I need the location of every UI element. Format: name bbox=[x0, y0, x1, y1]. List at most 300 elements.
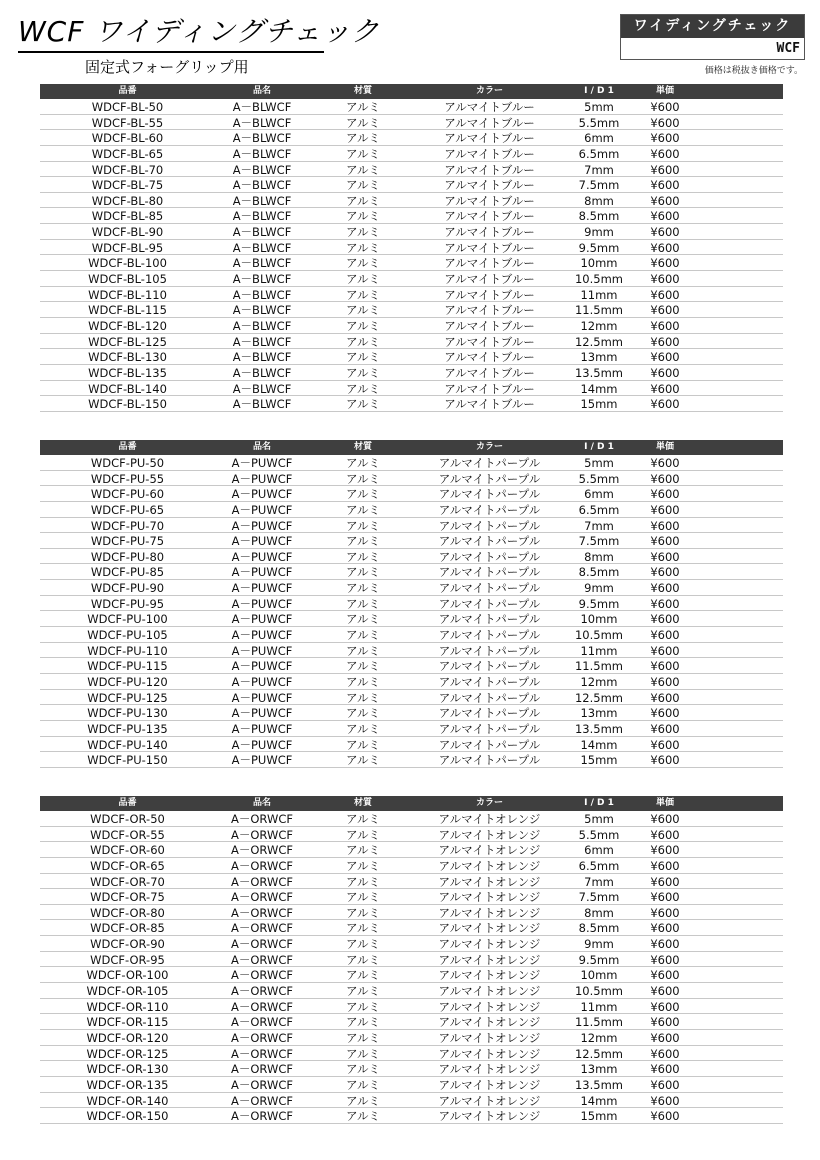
cell-color: アルマイトオレンジ bbox=[438, 843, 541, 857]
cell-inner-diameter: 14mm bbox=[580, 381, 618, 396]
cell-product-name: A－BLWCF bbox=[232, 397, 292, 411]
cell-unit-price: ¥600 bbox=[650, 968, 680, 983]
cell-material: アルミ bbox=[345, 1062, 381, 1076]
table-row bbox=[40, 471, 783, 487]
cell-unit-price: ¥600 bbox=[650, 381, 680, 396]
cell-part-number: WDCF-PU-140 bbox=[87, 737, 168, 752]
cell-part-number: WDCF-OR-50 bbox=[90, 812, 165, 826]
header-part-number: 品番 bbox=[118, 798, 137, 808]
cell-part-number: WDCF-BL-105 bbox=[88, 272, 167, 286]
cell-inner-diameter: 11mm bbox=[580, 999, 618, 1014]
price-table-blue bbox=[40, 84, 783, 412]
table-row bbox=[40, 889, 783, 905]
cell-material: アルミ bbox=[345, 858, 381, 873]
table-row bbox=[40, 99, 783, 115]
cell-unit-price: ¥600 bbox=[650, 921, 680, 936]
header-part-number: 品番 bbox=[118, 86, 137, 96]
cell-part-number: WDCF-BL-60 bbox=[91, 131, 164, 145]
cell-part-number: WDCF-OR-85 bbox=[90, 921, 165, 936]
table-row bbox=[40, 177, 783, 193]
table-row bbox=[40, 721, 783, 737]
cell-inner-diameter: 7mm bbox=[584, 518, 614, 533]
cell-material: アルミ bbox=[345, 272, 381, 286]
cell-unit-price: ¥600 bbox=[650, 612, 680, 627]
header-inner-diameter: I / D 1 bbox=[584, 86, 614, 96]
table-row bbox=[40, 564, 783, 580]
cell-part-number: WDCF-PU-130 bbox=[87, 706, 168, 720]
cell-inner-diameter: 5.5mm bbox=[578, 115, 620, 130]
cell-material: アルミ bbox=[345, 1093, 381, 1108]
cell-part-number: WDCF-OR-135 bbox=[86, 1077, 169, 1092]
cell-part-number: WDCF-BL-140 bbox=[88, 381, 167, 396]
cell-material: アルミ bbox=[345, 674, 381, 689]
header-product-name: 品名 bbox=[252, 442, 271, 452]
cell-product-name: A－BLWCF bbox=[232, 162, 292, 177]
cell-material: アルミ bbox=[345, 952, 381, 967]
cell-part-number: WDCF-OR-75 bbox=[90, 890, 165, 904]
price-table-purple bbox=[40, 440, 783, 768]
cell-material: アルミ bbox=[345, 471, 381, 486]
cell-product-name: A－BLWCF bbox=[232, 193, 292, 208]
cell-product-name: A－BLWCF bbox=[232, 146, 292, 161]
table-row bbox=[40, 596, 783, 612]
cell-unit-price: ¥600 bbox=[650, 674, 680, 689]
table-row bbox=[40, 455, 783, 471]
cell-part-number: WDCF-PU-100 bbox=[87, 612, 168, 627]
cell-product-name: A－PUWCF bbox=[231, 659, 293, 673]
cell-inner-diameter: 5mm bbox=[584, 812, 614, 826]
cell-color: アルマイトパープル bbox=[438, 565, 541, 580]
cell-color: アルマイトブルー bbox=[444, 318, 535, 333]
cell-unit-price: ¥600 bbox=[650, 659, 680, 673]
cell-part-number: WDCF-PU-150 bbox=[87, 753, 168, 767]
cell-inner-diameter: 11.5mm bbox=[574, 1015, 623, 1029]
cell-material: アルミ bbox=[345, 502, 381, 517]
cell-inner-diameter: 13.5mm bbox=[574, 1077, 623, 1092]
cell-color: アルマイトブルー bbox=[444, 100, 535, 114]
cell-inner-diameter: 15mm bbox=[580, 397, 618, 411]
cell-product-name: A－PUWCF bbox=[231, 721, 293, 736]
cell-part-number: WDCF-OR-130 bbox=[86, 1062, 169, 1076]
cell-inner-diameter: 5mm bbox=[584, 100, 614, 114]
cell-product-name: A－ORWCF bbox=[231, 984, 293, 998]
cell-color: アルマイトパープル bbox=[438, 753, 541, 767]
header-inner-diameter: I / D 1 bbox=[584, 442, 614, 452]
cell-unit-price: ¥600 bbox=[650, 737, 680, 752]
table-row bbox=[40, 1030, 783, 1046]
header-color: カラー bbox=[475, 442, 503, 452]
cell-inner-diameter: 8.5mm bbox=[578, 209, 620, 224]
cell-inner-diameter: 13mm bbox=[580, 706, 618, 720]
cell-color: アルマイトブルー bbox=[444, 115, 535, 130]
cell-unit-price: ¥600 bbox=[650, 471, 680, 486]
cell-material: アルミ bbox=[345, 381, 381, 396]
cell-material: アルミ bbox=[345, 487, 381, 501]
cell-part-number: WDCF-BL-135 bbox=[88, 365, 167, 380]
table-row bbox=[40, 674, 783, 690]
table-header bbox=[40, 440, 783, 455]
cell-unit-price: ¥600 bbox=[650, 193, 680, 208]
cell-product-name: A－ORWCF bbox=[231, 812, 293, 826]
cell-unit-price: ¥600 bbox=[650, 256, 680, 271]
cell-product-name: A－BLWCF bbox=[232, 100, 292, 114]
cell-part-number: WDCF-OR-80 bbox=[90, 905, 165, 920]
cell-inner-diameter: 12mm bbox=[580, 1030, 618, 1045]
cell-color: アルマイトオレンジ bbox=[438, 1109, 541, 1123]
cell-color: アルマイトオレンジ bbox=[438, 968, 541, 983]
cell-unit-price: ¥600 bbox=[650, 502, 680, 517]
cell-inner-diameter: 9.5mm bbox=[578, 240, 620, 255]
cell-color: アルマイトパープル bbox=[438, 471, 541, 486]
cell-inner-diameter: 13.5mm bbox=[574, 721, 623, 736]
cell-part-number: WDCF-PU-70 bbox=[90, 518, 165, 533]
cell-color: アルマイトパープル bbox=[438, 456, 541, 470]
cell-part-number: WDCF-PU-65 bbox=[90, 502, 165, 517]
cell-material: アルミ bbox=[345, 721, 381, 736]
cell-inner-diameter: 9.5mm bbox=[578, 952, 620, 967]
table-row bbox=[40, 1014, 783, 1030]
table-row bbox=[40, 349, 783, 365]
cell-part-number: WDCF-OR-60 bbox=[90, 843, 165, 857]
cell-part-number: WDCF-OR-55 bbox=[90, 827, 165, 842]
cell-color: アルマイトオレンジ bbox=[438, 874, 541, 889]
table-row bbox=[40, 999, 783, 1015]
cell-part-number: WDCF-OR-95 bbox=[90, 952, 165, 967]
cell-unit-price: ¥600 bbox=[650, 1062, 680, 1076]
cell-material: アルミ bbox=[345, 968, 381, 983]
cell-material: アルミ bbox=[345, 612, 381, 627]
cell-part-number: WDCF-OR-120 bbox=[86, 1030, 169, 1045]
cell-product-name: A－BLWCF bbox=[232, 131, 292, 145]
cell-material: アルミ bbox=[345, 1077, 381, 1092]
cell-product-name: A－PUWCF bbox=[231, 596, 293, 611]
cell-inner-diameter: 10.5mm bbox=[574, 628, 623, 642]
table-row bbox=[40, 858, 783, 874]
table-row bbox=[40, 811, 783, 827]
cell-unit-price: ¥600 bbox=[650, 690, 680, 705]
cell-inner-diameter: 11.5mm bbox=[574, 659, 623, 673]
cell-material: アルミ bbox=[345, 628, 381, 642]
header-unit-price: 単価 bbox=[655, 442, 674, 452]
cell-color: アルマイトブルー bbox=[444, 225, 535, 239]
cell-part-number: WDCF-PU-125 bbox=[87, 690, 168, 705]
cell-product-name: A－BLWCF bbox=[232, 225, 292, 239]
cell-material: アルミ bbox=[345, 549, 381, 564]
cell-part-number: WDCF-BL-75 bbox=[91, 178, 164, 192]
table-row bbox=[40, 1046, 783, 1062]
cell-product-name: A－PUWCF bbox=[231, 643, 293, 658]
table-row bbox=[40, 705, 783, 721]
page-subtitle: 固定式フォーグリップ用 bbox=[85, 58, 249, 76]
cell-material: アルミ bbox=[345, 737, 381, 752]
table-row bbox=[40, 752, 783, 768]
cell-unit-price: ¥600 bbox=[650, 628, 680, 642]
cell-unit-price: ¥600 bbox=[650, 643, 680, 658]
cell-product-name: A－ORWCF bbox=[231, 874, 293, 889]
cell-unit-price: ¥600 bbox=[650, 874, 680, 889]
cell-part-number: WDCF-BL-125 bbox=[88, 334, 167, 349]
cell-product-name: A－ORWCF bbox=[231, 827, 293, 842]
category-tag-code: WCF bbox=[776, 41, 800, 56]
cell-material: アルミ bbox=[345, 827, 381, 842]
cell-product-name: A－PUWCF bbox=[231, 456, 293, 470]
table-row bbox=[40, 690, 783, 706]
cell-inner-diameter: 13mm bbox=[580, 1062, 618, 1076]
cell-inner-diameter: 8mm bbox=[584, 549, 614, 564]
cell-material: アルミ bbox=[345, 984, 381, 998]
cell-material: アルミ bbox=[345, 131, 381, 145]
cell-color: アルマイトパープル bbox=[438, 690, 541, 705]
cell-color: アルマイトパープル bbox=[438, 674, 541, 689]
header-material: 材質 bbox=[353, 798, 372, 808]
cell-part-number: WDCF-OR-100 bbox=[86, 968, 169, 983]
header-color: カラー bbox=[475, 86, 503, 96]
cell-product-name: A－ORWCF bbox=[231, 921, 293, 936]
cell-material: アルミ bbox=[345, 1030, 381, 1045]
cell-color: アルマイトブルー bbox=[444, 381, 535, 396]
cell-part-number: WDCF-PU-105 bbox=[87, 628, 168, 642]
cell-inner-diameter: 7mm bbox=[584, 874, 614, 889]
cell-unit-price: ¥600 bbox=[650, 905, 680, 920]
cell-product-name: A－ORWCF bbox=[231, 843, 293, 857]
cell-product-name: A－PUWCF bbox=[231, 502, 293, 517]
table-row bbox=[40, 1077, 783, 1093]
header-inner-diameter: I / D 1 bbox=[584, 798, 614, 808]
cell-part-number: WDCF-PU-75 bbox=[90, 534, 165, 548]
cell-unit-price: ¥600 bbox=[650, 350, 680, 364]
table-row bbox=[40, 302, 783, 318]
cell-color: アルマイトブルー bbox=[444, 240, 535, 255]
cell-color: アルマイトブルー bbox=[444, 397, 535, 411]
cell-material: アルミ bbox=[345, 999, 381, 1014]
cell-color: アルマイトオレンジ bbox=[438, 827, 541, 842]
cell-unit-price: ¥600 bbox=[650, 162, 680, 177]
category-tag bbox=[620, 14, 805, 60]
cell-material: アルミ bbox=[345, 921, 381, 936]
cell-unit-price: ¥600 bbox=[650, 1046, 680, 1061]
cell-material: アルミ bbox=[345, 1046, 381, 1061]
table-row bbox=[40, 381, 783, 397]
cell-unit-price: ¥600 bbox=[650, 858, 680, 873]
cell-unit-price: ¥600 bbox=[650, 209, 680, 224]
cell-inner-diameter: 12.5mm bbox=[574, 1046, 623, 1061]
table-row bbox=[40, 1093, 783, 1109]
cell-product-name: A－PUWCF bbox=[231, 581, 293, 595]
cell-inner-diameter: 11.5mm bbox=[574, 303, 623, 317]
table-row bbox=[40, 967, 783, 983]
cell-inner-diameter: 13.5mm bbox=[574, 365, 623, 380]
cell-inner-diameter: 8mm bbox=[584, 193, 614, 208]
cell-color: アルマイトパープル bbox=[438, 596, 541, 611]
cell-color: アルマイトオレンジ bbox=[438, 921, 541, 936]
table-row bbox=[40, 502, 783, 518]
cell-unit-price: ¥600 bbox=[650, 937, 680, 951]
cell-part-number: WDCF-PU-60 bbox=[90, 487, 165, 501]
table-row bbox=[40, 224, 783, 240]
cell-part-number: WDCF-BL-80 bbox=[91, 193, 164, 208]
table-row bbox=[40, 658, 783, 674]
cell-part-number: WDCF-BL-55 bbox=[91, 115, 164, 130]
cell-product-name: A－PUWCF bbox=[231, 737, 293, 752]
table-row bbox=[40, 318, 783, 334]
cell-product-name: A－PUWCF bbox=[231, 674, 293, 689]
header-color: カラー bbox=[475, 798, 503, 808]
cell-part-number: WDCF-BL-85 bbox=[91, 209, 164, 224]
cell-color: アルマイトブルー bbox=[444, 193, 535, 208]
cell-part-number: WDCF-PU-80 bbox=[90, 549, 165, 564]
cell-inner-diameter: 9mm bbox=[584, 225, 614, 239]
page-title: WCF ワイディングチェック bbox=[18, 14, 324, 53]
header-part-number: 品番 bbox=[118, 442, 137, 452]
cell-color: アルマイトパープル bbox=[438, 534, 541, 548]
cell-material: アルミ bbox=[345, 350, 381, 364]
cell-color: アルマイトブルー bbox=[444, 256, 535, 271]
cell-part-number: WDCF-BL-50 bbox=[91, 100, 164, 114]
table-header bbox=[40, 796, 783, 811]
cell-product-name: A－BLWCF bbox=[232, 209, 292, 224]
cell-unit-price: ¥600 bbox=[650, 518, 680, 533]
table-row bbox=[40, 208, 783, 224]
cell-inner-diameter: 9.5mm bbox=[578, 596, 620, 611]
cell-product-name: A－BLWCF bbox=[232, 272, 292, 286]
cell-unit-price: ¥600 bbox=[650, 272, 680, 286]
header-material: 材質 bbox=[353, 86, 372, 96]
cell-unit-price: ¥600 bbox=[650, 812, 680, 826]
cell-part-number: WDCF-PU-55 bbox=[90, 471, 165, 486]
cell-unit-price: ¥600 bbox=[650, 456, 680, 470]
cell-part-number: WDCF-OR-110 bbox=[86, 999, 169, 1014]
cell-part-number: WDCF-OR-90 bbox=[90, 937, 165, 951]
cell-unit-price: ¥600 bbox=[650, 287, 680, 302]
cell-color: アルマイトパープル bbox=[438, 518, 541, 533]
table-row bbox=[40, 905, 783, 921]
cell-product-name: A－BLWCF bbox=[232, 303, 292, 317]
cell-product-name: A－ORWCF bbox=[231, 937, 293, 951]
cell-material: アルミ bbox=[345, 365, 381, 380]
header-material: 材質 bbox=[353, 442, 372, 452]
table-row bbox=[40, 130, 783, 146]
cell-material: アルミ bbox=[345, 753, 381, 767]
cell-product-name: A－PUWCF bbox=[231, 753, 293, 767]
cell-inner-diameter: 9mm bbox=[584, 937, 614, 951]
cell-product-name: A－PUWCF bbox=[231, 690, 293, 705]
table-row bbox=[40, 287, 783, 303]
cell-inner-diameter: 7.5mm bbox=[578, 534, 620, 548]
cell-material: アルミ bbox=[345, 162, 381, 177]
cell-color: アルマイトブルー bbox=[444, 178, 535, 192]
cell-material: アルミ bbox=[345, 209, 381, 224]
cell-unit-price: ¥600 bbox=[650, 334, 680, 349]
cell-material: アルミ bbox=[345, 146, 381, 161]
table-row bbox=[40, 334, 783, 350]
cell-color: アルマイトブルー bbox=[444, 350, 535, 364]
cell-product-name: A－PUWCF bbox=[231, 534, 293, 548]
cell-material: アルミ bbox=[345, 690, 381, 705]
cell-inner-diameter: 6mm bbox=[584, 131, 614, 145]
cell-inner-diameter: 14mm bbox=[580, 737, 618, 752]
cell-unit-price: ¥600 bbox=[650, 397, 680, 411]
cell-inner-diameter: 6mm bbox=[584, 843, 614, 857]
table-row bbox=[40, 936, 783, 952]
cell-color: アルマイトオレンジ bbox=[438, 1046, 541, 1061]
cell-product-name: A－PUWCF bbox=[231, 549, 293, 564]
category-tag-name: ワイディングチェック bbox=[621, 15, 804, 38]
cell-material: アルミ bbox=[345, 937, 381, 951]
cell-material: アルミ bbox=[345, 193, 381, 208]
cell-material: アルミ bbox=[345, 518, 381, 533]
cell-unit-price: ¥600 bbox=[650, 753, 680, 767]
cell-part-number: WDCF-BL-130 bbox=[88, 350, 167, 364]
cell-material: アルミ bbox=[345, 397, 381, 411]
cell-part-number: WDCF-OR-65 bbox=[90, 858, 165, 873]
table-row bbox=[40, 1061, 783, 1077]
cell-inner-diameter: 10mm bbox=[580, 256, 618, 271]
tax-note: 価格は税抜き価格です。 bbox=[704, 66, 803, 76]
cell-product-name: A－PUWCF bbox=[231, 706, 293, 720]
cell-color: アルマイトオレンジ bbox=[438, 984, 541, 998]
cell-part-number: WDCF-BL-95 bbox=[91, 240, 164, 255]
cell-color: アルマイトオレンジ bbox=[438, 1030, 541, 1045]
table-row bbox=[40, 271, 783, 287]
cell-color: アルマイトパープル bbox=[438, 549, 541, 564]
cell-material: アルミ bbox=[345, 890, 381, 904]
cell-color: アルマイトブルー bbox=[444, 209, 535, 224]
header-unit-price: 単価 bbox=[655, 86, 674, 96]
cell-part-number: WDCF-PU-135 bbox=[87, 721, 168, 736]
cell-product-name: A－ORWCF bbox=[231, 1046, 293, 1061]
cell-part-number: WDCF-OR-115 bbox=[86, 1015, 169, 1029]
cell-product-name: A－PUWCF bbox=[231, 518, 293, 533]
cell-product-name: A－BLWCF bbox=[232, 350, 292, 364]
cell-product-name: A－ORWCF bbox=[231, 1030, 293, 1045]
cell-part-number: WDCF-PU-95 bbox=[90, 596, 165, 611]
cell-part-number: WDCF-PU-110 bbox=[87, 643, 168, 658]
cell-material: アルミ bbox=[345, 318, 381, 333]
cell-material: アルミ bbox=[345, 287, 381, 302]
cell-unit-price: ¥600 bbox=[650, 721, 680, 736]
cell-unit-price: ¥600 bbox=[650, 827, 680, 842]
cell-color: アルマイトオレンジ bbox=[438, 999, 541, 1014]
cell-unit-price: ¥600 bbox=[650, 240, 680, 255]
table-row bbox=[40, 115, 783, 131]
cell-product-name: A－ORWCF bbox=[231, 905, 293, 920]
table-row bbox=[40, 486, 783, 502]
cell-product-name: A－BLWCF bbox=[232, 365, 292, 380]
cell-color: アルマイトオレンジ bbox=[438, 858, 541, 873]
cell-inner-diameter: 6.5mm bbox=[578, 502, 620, 517]
cell-unit-price: ¥600 bbox=[650, 581, 680, 595]
cell-material: アルミ bbox=[345, 581, 381, 595]
table-row bbox=[40, 627, 783, 643]
cell-unit-price: ¥600 bbox=[650, 131, 680, 145]
cell-inner-diameter: 11mm bbox=[580, 287, 618, 302]
cell-product-name: A－ORWCF bbox=[231, 968, 293, 983]
table-row bbox=[40, 842, 783, 858]
cell-material: アルミ bbox=[345, 812, 381, 826]
cell-product-name: A－ORWCF bbox=[231, 858, 293, 873]
table-row bbox=[40, 952, 783, 968]
cell-material: アルミ bbox=[345, 115, 381, 130]
cell-part-number: WDCF-OR-105 bbox=[86, 984, 169, 998]
table-row bbox=[40, 580, 783, 596]
cell-color: アルマイトブルー bbox=[444, 272, 535, 286]
cell-part-number: WDCF-OR-125 bbox=[86, 1046, 169, 1061]
cell-inner-diameter: 12.5mm bbox=[574, 690, 623, 705]
cell-unit-price: ¥600 bbox=[650, 225, 680, 239]
table-row bbox=[40, 518, 783, 534]
cell-inner-diameter: 8.5mm bbox=[578, 921, 620, 936]
cell-color: アルマイトパープル bbox=[438, 502, 541, 517]
